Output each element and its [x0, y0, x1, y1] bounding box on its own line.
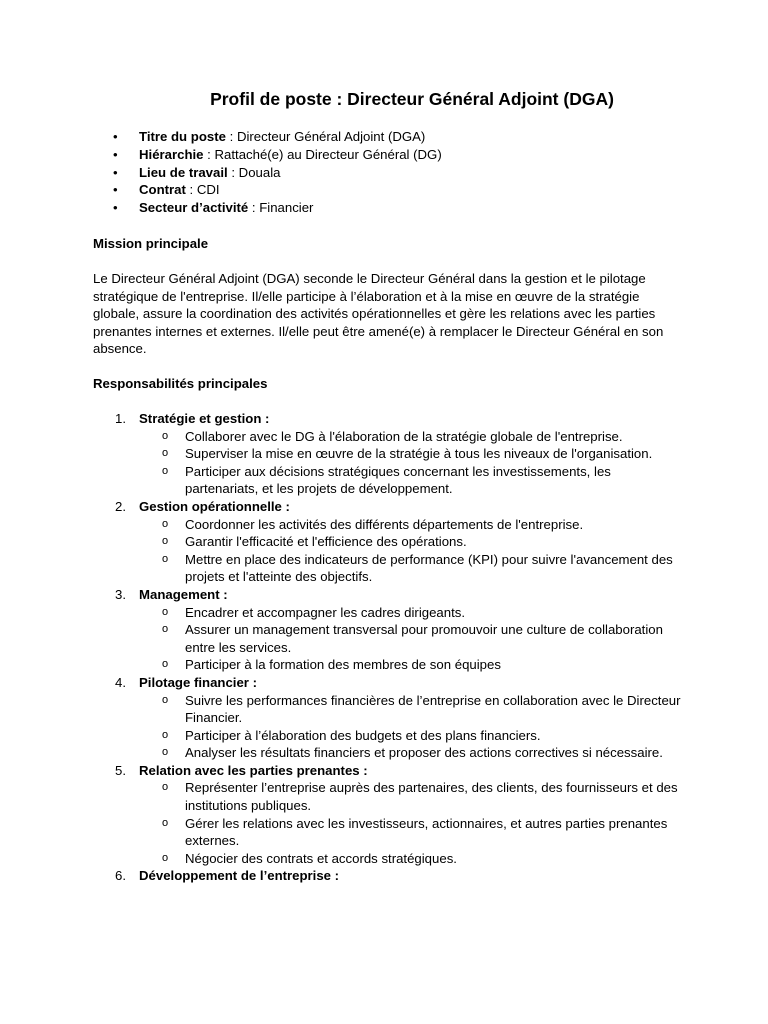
circle-bullet-icon: o [162, 447, 169, 460]
section-items [139, 604, 683, 674]
list-item [139, 533, 683, 551]
info-item [93, 164, 693, 182]
info-label: Hiérarchie [139, 146, 204, 162]
info-label: Secteur d’activité [139, 200, 249, 216]
circle-bullet-icon: o [162, 535, 169, 548]
circle-bullet-icon: o [162, 552, 169, 565]
info-item [93, 146, 693, 164]
item-text: Négocier des contrats et accords stratégiques. [185, 850, 457, 866]
section-items [139, 428, 683, 498]
responsibility-section [93, 410, 683, 498]
info-value: : Douala [227, 164, 281, 180]
bullet-icon: • [113, 200, 118, 216]
item-text: Participer à l’élaboration des budgets et des plans financiers. [185, 727, 541, 743]
circle-bullet-icon: o [162, 781, 169, 794]
item-text: Coordonner les activités des différents départements de l'entreprise. [185, 516, 584, 532]
circle-bullet-icon: o [162, 693, 169, 706]
list-item [139, 779, 683, 814]
section-title: Pilotage financier [139, 674, 249, 690]
section-suffix: : [219, 586, 228, 602]
responsibility-section [93, 762, 683, 868]
list-item [139, 463, 683, 498]
bullet-icon: • [113, 146, 118, 162]
circle-bullet-icon: o [162, 517, 169, 530]
circle-bullet-icon: o [162, 658, 169, 671]
section-title: Développement de l’entreprise [139, 868, 332, 884]
circle-bullet-icon: o [162, 746, 169, 759]
section-number: 3. [115, 586, 126, 602]
list-item [139, 516, 683, 534]
section-number: 6. [115, 868, 126, 884]
section-suffix: : [261, 411, 270, 426]
info-label: Contrat [139, 182, 186, 198]
section-suffix: : [359, 762, 368, 778]
circle-bullet-icon: o [162, 816, 169, 829]
list-item [139, 604, 683, 622]
item-text: Suivre les performances financières de l’entreprise en collaboration avec le Directeur Financier. [185, 692, 681, 726]
section-items [139, 779, 683, 867]
section-suffix: : [331, 868, 340, 884]
list-item [139, 727, 683, 745]
section-number: 5. [115, 762, 126, 778]
list-item [139, 744, 683, 762]
item-text: Gérer les relations avec les investisseurs, actionnaires, et autres parties prenantes externes. [185, 815, 668, 849]
mission-heading: Mission principale [93, 236, 209, 251]
item-text: Garantir l'efficacité et l'efficience des opérations. [185, 534, 467, 550]
list-item [139, 692, 683, 727]
responsibility-section [93, 674, 683, 762]
item-text: Participer aux décisions stratégiques concernant les investissements, les partenariats, et les projets de développement. [185, 463, 611, 497]
circle-bullet-icon: o [162, 851, 169, 864]
item-text: Participer à la formation des membres de son équipes [185, 657, 501, 673]
item-text: Encadrer et accompagner les cadres dirigeants. [185, 604, 466, 620]
info-value: : Directeur Général Adjoint (DGA) [225, 129, 426, 144]
item-text: Assurer un management transversal pour promouvoir une culture de collaboration entre les services. [185, 622, 663, 655]
info-label: Lieu de travail [139, 164, 228, 180]
section-title: Gestion opérationnelle [139, 498, 282, 514]
item-text: Superviser la mise en œuvre de la stratégie à tous les niveaux de l'organisation. [185, 446, 653, 462]
info-value: : CDI [185, 182, 220, 198]
mission-paragraph: Le Directeur Général Adjoint (DGA) seconde le Directeur Général dans la gestion et le pilotage stratégique de l'entreprise. Il/elle participe à l’élaboration et à la mise en œuvre de la stratégie globale, assure la coordination des activités opérationnelles et gère les relations avec les parties prenantes internes et externes. Il/elle peut être amené(e) à remplacer le Directeur Général en son absence. [93, 271, 664, 357]
item-text: Mettre en place des indicateurs de performance (KPI) pour suivre l'avancement des projets et l'atteinte des objectifs. [185, 551, 673, 585]
circle-bullet-icon: o [162, 728, 169, 741]
section-number: 2. [115, 498, 126, 514]
circle-bullet-icon: o [162, 464, 169, 477]
list-item [139, 445, 683, 463]
list-item [139, 621, 683, 656]
list-item [139, 850, 683, 868]
responsibility-section [93, 586, 683, 674]
list-item [139, 428, 683, 446]
info-item [93, 181, 693, 199]
item-text: Collaborer avec le DG à l'élaboration de la stratégie globale de l'entreprise. [185, 428, 623, 444]
info-label: Titre du poste [139, 129, 226, 144]
document-title: Profil de poste : Directeur Général Adjoint (DGA) [210, 89, 614, 109]
bullet-icon: • [113, 129, 118, 144]
info-value: : Rattaché(e) au Directeur Général (DG) [203, 146, 442, 162]
bullet-icon: • [113, 164, 118, 180]
list-item [139, 815, 683, 850]
responsibility-section [93, 867, 683, 885]
circle-bullet-icon: o [162, 623, 169, 636]
job-info-list [93, 128, 693, 217]
responsibilities-list [93, 410, 683, 885]
circle-bullet-icon: o [162, 429, 169, 442]
section-items [139, 516, 683, 586]
section-number: 1. [115, 411, 126, 426]
list-item [139, 656, 683, 674]
section-title: Stratégie et gestion [139, 411, 262, 426]
section-number: 4. [115, 674, 126, 690]
responsibilities-heading: Responsabilités principales [93, 376, 268, 391]
responsibility-section [93, 498, 683, 586]
info-item [93, 199, 693, 217]
section-title: Management [139, 586, 220, 602]
circle-bullet-icon: o [162, 605, 169, 618]
section-suffix: : [248, 674, 257, 690]
info-value: : Financier [248, 200, 314, 216]
info-item [93, 128, 693, 146]
bullet-icon: • [113, 182, 118, 198]
section-title: Relation avec les parties prenantes [139, 762, 360, 778]
section-suffix: : [281, 498, 290, 514]
section-items [139, 692, 683, 762]
item-text: Représenter l’entreprise auprès des partenaires, des clients, des fournisseurs et des institutions publiques. [185, 780, 678, 814]
list-item [139, 551, 683, 586]
item-text: Analyser les résultats financiers et proposer des actions correctives si nécessaire. [185, 745, 663, 761]
